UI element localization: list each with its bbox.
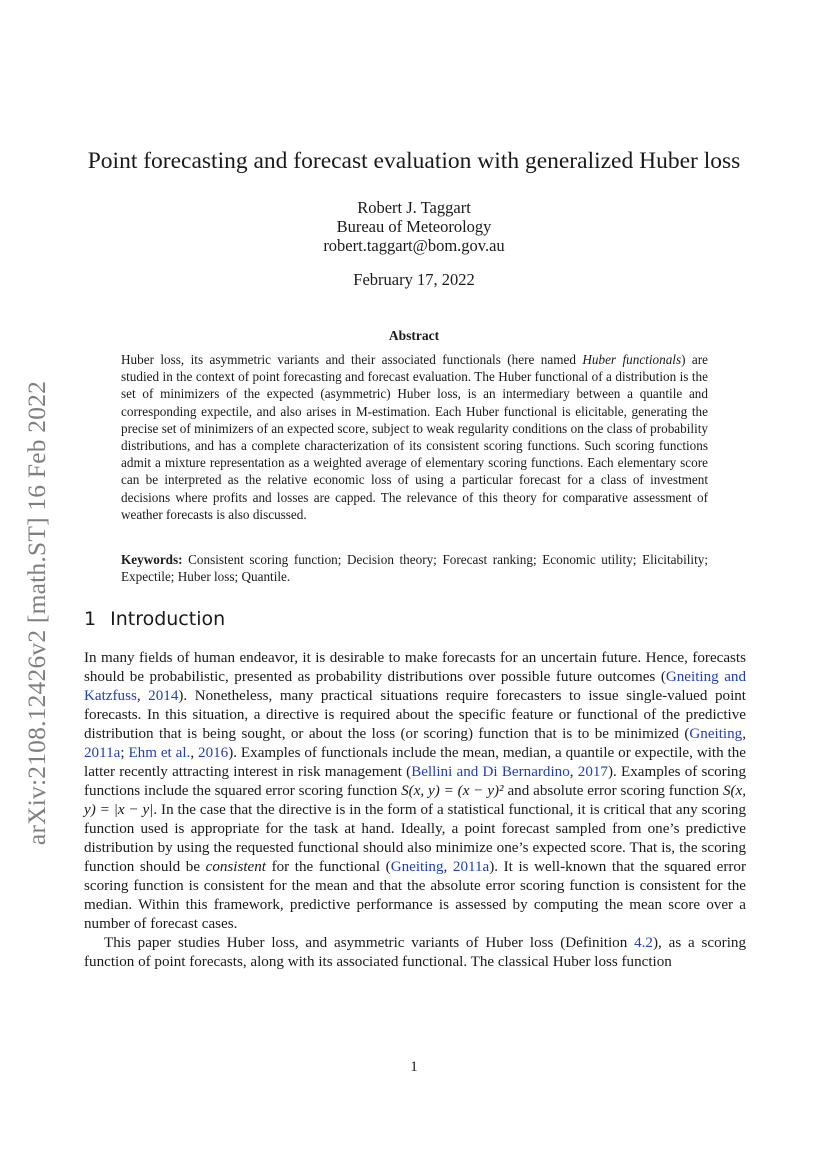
arxiv-identifier-sidebar <box>22 350 52 875</box>
paper-title: Point forecasting and forecast evaluation with generalized Huber loss <box>87 148 741 174</box>
arxiv-identifier-label: arXiv:2108.12426v2 [math.ST] 16 Feb 2022 <box>22 380 51 845</box>
section-title: Introduction <box>110 608 226 630</box>
paragraph: This paper studies Huber loss, and asymmetric variants of Huber loss (Definition 4.2), as a scoring function of point forecasts, along with its associated functional. The classical Huber loss function <box>84 935 746 970</box>
keywords-label: Keywords: <box>121 552 183 567</box>
author-block <box>0 198 828 255</box>
paragraph: In many fields of human endeavor, it is desirable to make forecasts for an uncertain future. Hence, forecasts should be probabilistic, presented as probability distributions over possible future outcomes (Gneiting and Katzfuss, 2014). Nonetheless, many practical situations require forecasters to issue single-valued point forecasts. In this situation, a directive is required about the specific feature or functional of the predictive distribution that is being sought, or about the loss (or scoring) function that is to be minimized (Gneiting, 2011a; Ehm et al., 2016). Examples of functionals include the mean, median, a quantile or expectile, with the latter recently attracting interest in risk management (Bellini and Di Bernardino, 2017). Examples of scoring functions include the squared error scoring function S(x, y) = (x − y)² and absolute error scoring function S(x, y) = |x − y|. In the case that the directive is in the form of a statistical functional, it is critical that any scoring function used is appropriate for the task at hand. Ideally, a point forecast sampled from one’s predictive distribution by using the requested functional should also minimize one’s expected score. That is, the scoring function should be consistent for the functional (Gneiting, 2011a). It is well-known that the squared error scoring function is consistent for the mean and that the absolute error scoring function is consistent for the median. Within this framework, predictive performance is assessed by computing the mean score over a number of forecast cases. <box>84 650 747 932</box>
citation-link[interactable]: 2017 <box>577 764 608 780</box>
emphasis-consistent: consistent <box>205 859 266 875</box>
math-squared-error: S(x, y) = (x − y)² <box>401 783 504 799</box>
citation-link[interactable]: 2016 <box>198 745 229 761</box>
paper-date: February 17, 2022 <box>353 270 475 289</box>
math-absolute-error: S(x, y) = |x − y| <box>84 783 747 818</box>
abstract-heading: Abstract <box>388 328 440 343</box>
citation-link[interactable]: 2011a <box>452 859 490 875</box>
section-number: 1 <box>84 608 97 630</box>
keywords <box>121 551 708 585</box>
page-number: 1 <box>410 1059 418 1075</box>
citation-link[interactable]: 2014 <box>148 688 179 704</box>
citation-link[interactable]: 2011a <box>84 745 121 761</box>
citation-link[interactable]: Gneiting and Katzfuss <box>84 669 747 704</box>
citation-link[interactable]: Bellini and Di Bernardino <box>411 764 570 780</box>
author-email: robert.taggart@bom.gov.au <box>323 236 505 255</box>
section-heading-introduction <box>84 608 225 630</box>
abstract-text: Huber loss, its asymmetric variants and their associated functionals (here named Huber functionals) are studied in the context of point forecasting and forecast evaluation. The Huber functional of a distribution is the set of minimizers of the expected (asymmetric) Huber loss, is an intermediary between a quantile and corresponding expectile, and also arises in M-estimation. Each Huber functional is elicitable, generating the precise set of minimizers of an expected score, subject to weak regularity conditions on the class of probability distributions, and has a complete characterization of its consistent scoring functions. Such scoring functions admit a mixture representation as a weighted average of elementary scoring functions. Each elementary score can be interpreted as the relative economic loss of using a particular forecast for a class of investment decisions where profits and losses are capped. The relevance of this theory for comparative assessment of weather forecasts is also discussed. <box>121 352 709 522</box>
keywords-list: Consistent scoring function; Decision theory; Forecast ranking; Economic utility; Elicitability; Expectile; Huber loss; Quantile. <box>121 552 708 585</box>
citation-link[interactable]: Gneiting <box>689 726 743 742</box>
definition-reference-link[interactable]: 4.2 <box>634 935 653 951</box>
abstract-italic-term: Huber functionals <box>582 352 682 367</box>
author-name: Robert J. Taggart <box>357 198 471 217</box>
author-affiliation: Bureau of Meteorology <box>336 217 492 236</box>
citation-link[interactable]: Ehm et al. <box>128 745 191 761</box>
introduction-body <box>84 649 746 972</box>
citation-link[interactable]: Gneiting <box>390 859 444 875</box>
